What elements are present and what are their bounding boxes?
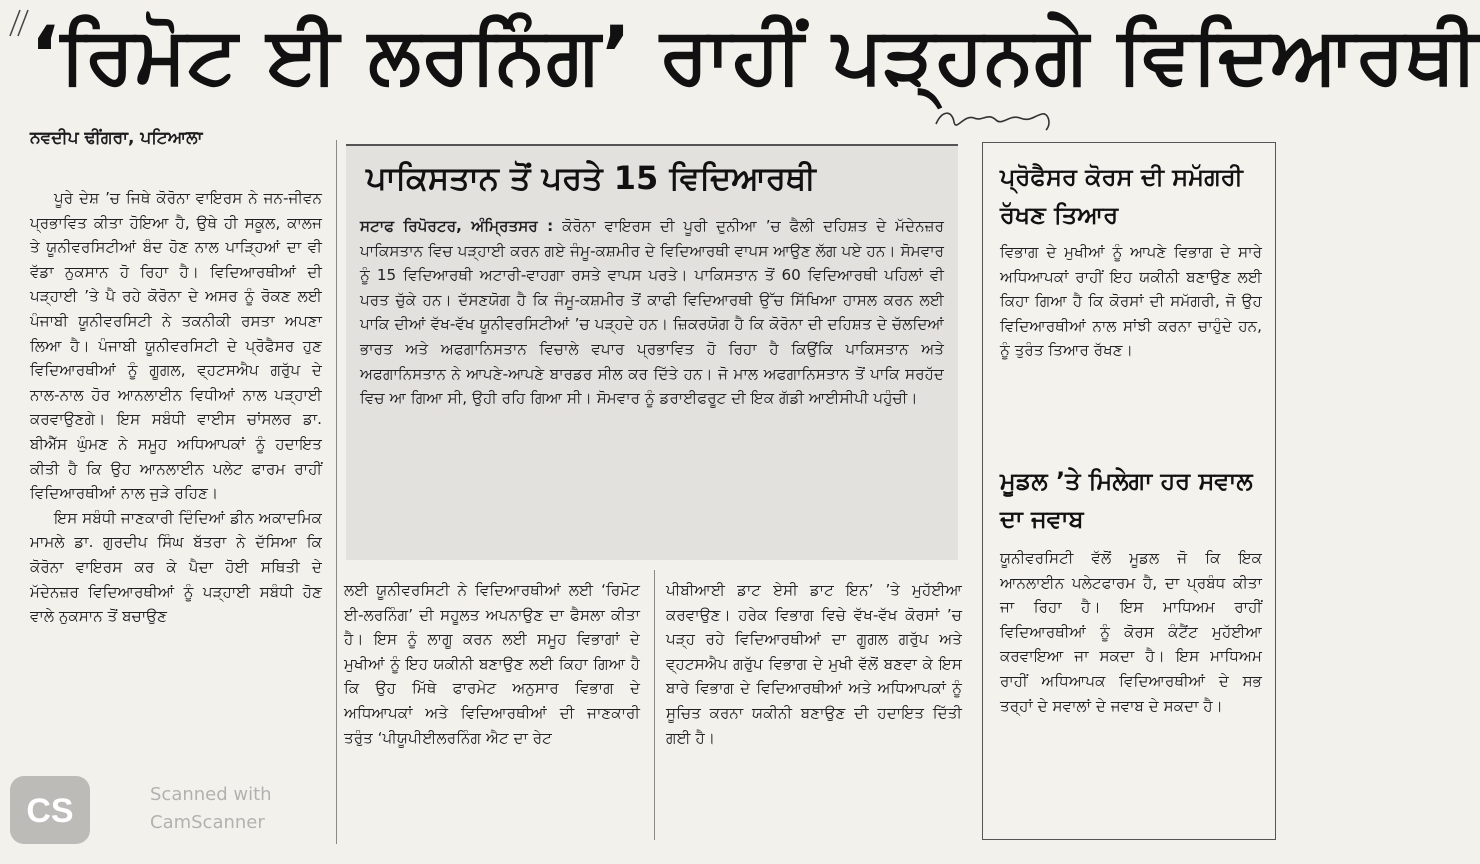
column-divider	[654, 570, 655, 840]
box-story-title: ਪਾਕਿਸਤਾਨ ਤੋਂ ਪਰਤੇ 15 ਵਿਦਿਆਰਥੀ	[366, 159, 816, 197]
svg-text:CS: CS	[26, 792, 74, 830]
sidebar-body-2	[1000, 546, 1262, 816]
sidebar-body-1	[1000, 240, 1262, 440]
sidebar-heading-1: ਪ੍ਰੋਫੈਸਰ ਕੋਰਸ ਦੀ ਸਮੱਗਰੀ ਰੱਖਣ ਤਿਆਰ	[1000, 163, 1243, 229]
main-story-column-2	[344, 578, 640, 840]
byline: ਨਵਦੀਪ ਢੀਂਗਰਾ, ਪਟਿਆਲਾ	[30, 128, 203, 148]
main-story-col3-text: ਪੀਬੀਆਈ ਡਾਟ ਏਸੀ ਡਾਟ ਇਨ’ ’ਤੇ ਮੁਹੱਈਆ ਕਰਵਾਉਣ। ਹਰੇਕ ਵਿਭਾਗ ਵਿਚੇ ਵੱਖ-ਵੱਖ ਕੋਰਸਾਂ ’ਚ ਪੜ੍ਹ ਰਹੇ ਵਿਦਿਆਰਥੀਆਂ ਦਾ ਗੂਗਲ ਗਰੁੱਪ ਅਤੇ ਵ੍ਹਟਸਐਪ ਗਰੁੱਪ ਵਿਭਾਗ ਦੇ ਮੁਖੀ ਵੱਲੋਂ ਬਣਵਾ ਕੇ ਇਸ ਬਾਰੇ ਵਿਭਾਗ ਦੇ ਵਿਦਿਆਰਥੀਆਂ ਅਤੇ ਅਧਿਆਪਕਾਂ ਨੂੰ ਸੂਚਿਤ ਕਰਨਾ ਯਕੀਨੀ ਬਣਾਉਣ ਦੀ ਹਦਾਇਤ ਦਿੱਤੀ ਗਈ ਹੈ।	[666, 581, 962, 747]
sidebar-body-1-text: ਵਿਭਾਗ ਦੇ ਮੁਖੀਆਂ ਨੂੰ ਆਪਣੇ ਵਿਭਾਗ ਦੇ ਸਾਰੇ ਅਧਿਆਪਕਾਂ ਰਾਹੀਂ ਇਹ ਯਕੀਨੀ ਬਣਾਉਣ ਲਈ ਕਿਹਾ ਗਿਆ ਹੈ ਕਿ ਕੋਰਸਾਂ ਦੀ ਸਮੱਗਰੀ, ਜੋ ਉਹ ਵਿਦਿਆਰਥੀਆਂ ਨਾਲ ਸਾਂਝੀ ਕਰਨਾ ਚਾਹੁੰਦੇ ਹਨ, ਨੂੰ ਤੁਰੰਤ ਤਿਆਰ ਰੱਖਣ।	[1000, 243, 1262, 360]
sidebar-body-2-text: ਯੂਨੀਵਰਸਿਟੀ ਵੱਲੋਂ ਮੂਡਲ ਜੋ ਕਿ ਇਕ ਆਨਲਾਈਨ ਪਲੇਟਫਾਰਮ ਹੈ, ਦਾ ਪ੍ਰਬੰਧ ਕੀਤਾ ਜਾ ਰਿਹਾ ਹੈ। ਇਸ ਮਾਧਿਅਮ ਰਾਹੀਂ ਵਿਦਿਆਰਥੀਆਂ ਨੂੰ ਕੋਰਸ ਕੰਟੈਂਟ ਮੁਹੱਈਆ ਕਰਵਾਇਆ ਜਾ ਸਕਦਾ ਹੈ। ਇਸ ਮਾਧਿਅਮ ਰਾਹੀਂ ਅਧਿਆਪਕ ਵਿਦਿਆਰਥੀਆਂ ਦੇ ਸਭ ਤਰ੍ਹਾਂ ਦੇ ਸਵਾਲਾਂ ਦੇ ਜਵਾਬ ਦੇ ਸਕਦਾ ਹੈ।	[1000, 549, 1262, 715]
box-story-dateline: ਸਟਾਫ ਰਿਪੋਰਟਰ, ਅੰਮ੍ਰਿਤਸਰ :	[360, 217, 554, 235]
main-story-paragraph-2: ਇਸ ਸਬੰਧੀ ਜਾਣਕਾਰੀ ਦਿੰਦਿਆਂ ਡੀਨ ਅਕਾਦਮਿਕ ਮਾਮਲੇ ਡਾ. ਗੁਰਦੀਪ ਸਿੰਘ ਬੱਤਰਾ ਨੇ ਦੱਸਿਆ ਕਿ ਕੋਰੋਨਾ ਵਾਇਰਸ ਕਰ ਕੇ ਪੈਦਾ ਹੋਈ ਸਥਿਤੀ ਦੇ ਮੱਦੇਨਜ਼ਰ ਵਿਦਿਆਰਥੀਆਂ ਨੂੰ ਪੜ੍ਹਾਈ ਸਬੰਧੀ ਹੋਣ ਵਾਲੇ ਨੁਕਸਾਨ ਤੋਂ ਬਚਾਉਣ	[30, 508, 322, 626]
headline: ‘ਰਿਮੋਟ ਈ ਲਰਨਿੰਗ’ ਰਾਹੀਂ ਪੜ੍ਹਨਗੇ ਵਿਦਿਆਰਥੀ	[30, 11, 1480, 101]
camscanner-logo	[6, 770, 336, 850]
main-story-paragraph-1: ਪੂਰੇ ਦੇਸ਼ ’ਚ ਜਿਥੇ ਕੋਰੋਨਾ ਵਾਇਰਸ ਨੇ ਜਨ-ਜੀਵਨ ਪ੍ਰਭਾਵਿਤ ਕੀਤਾ ਹੋਇਆ ਹੈ, ਉਥੇ ਹੀ ਸਕੂਲ, ਕਾਲਜ ਤੇ ਯੂਨੀਵਰਸਿਟੀਆਂ ਬੰਦ ਹੋਣ ਨਾਲ ਪਾੜ੍ਹਿਆਂ ਦਾ ਵੀ ਵੱਡਾ ਨੁਕਸਾਨ ਹੋ ਰਿਹਾ ਹੈ। ਵਿਦਿਆਰਥੀਆਂ ਦੀ ਪੜ੍ਹਾਈ ’ਤੇ ਪੈ ਰਹੇ ਕੋਰੋਨਾ ਦੇ ਅਸਰ ਨੂੰ ਰੋਕਣ ਲਈ ਪੰਜਾਬੀ ਯੂਨੀਵਰਸਿਟੀ ਨੇ ਤਕਨੀਕੀ ਰਸਤਾ ਅਪਣਾ ਲਿਆ ਹੈ। ਪੰਜਾਬੀ ਯੂਨੀਵਰਸਿਟੀ ਦੇ ਪ੍ਰੋਫੈਸਰ ਹੁਣ ਵਿਦਿਆਰਥੀਆਂ ਨੂੰ ਗੂਗਲ, ਵ੍ਹਟਸਐਪ ਗਰੁੱਪ ਦੇ ਨਾਲ-ਨਾਲ ਹੋਰ ਆਨਲਾਈਨ ਵਿਧੀਆਂ ਨਾਲ ਪੜ੍ਹਾਈ ਕਰਵਾਉਣਗੇ। ਇਸ ਸਬੰਧੀ ਵਾਈਸ ਚਾਂਸਲਰ ਡਾ. ਬੀਐੱਸ ਘੁੰਮਣ ਨੇ ਸਮੂਹ ਅਧਿਆਪਕਾਂ ਨੂੰ ਹਦਾਇਤ ਕੀਤੀ ਹੈ ਕਿ ਉਹ ਆਨਲਾਈਨ ਪਲੇਟ ਫਾਰਮ ਰਾਹੀਂ ਵਿਦਿਆਰਥੀਆਂ ਨਾਲ ਜੁੜੇ ਰਹਿਣ।	[30, 189, 322, 503]
handwritten-scribble	[930, 104, 1060, 140]
main-story-col2-text: ਲਈ ਯੂਨੀਵਰਸਿਟੀ ਨੇ ਵਿਦਿਆਰਥੀਆਂ ਲਈ ‘ਰਿਮੋਟ ਈ-ਲਰਨਿੰਗ’ ਦੀ ਸਹੂਲਤ ਅਪਨਾਉਣ ਦਾ ਫੈਸਲਾ ਕੀਤਾ ਹੈ। ਇਸ ਨੂੰ ਲਾਗੂ ਕਰਨ ਲਈ ਸਮੂਹ ਵਿਭਾਗਾਂ ਦੇ ਮੁਖੀਆਂ ਨੂੰ ਇਹ ਯਕੀਨੀ ਬਣਾਉਣ ਲਈ ਕਿਹਾ ਗਿਆ ਹੈ ਕਿ ਉਹ ਮਿੱਥੇ ਫਾਰਮੇਟ ਅਨੁਸਾਰ ਵਿਭਾਗ ਦੇ ਅਧਿਆਪਕਾਂ ਅਤੇ ਵਿਦਿਆਰਥੀਆਂ ਦੀ ਜਾਣਕਾਰੀ ਤਰੁੰਤ ‘ਪੀਯੂਪੀਈਲਰਨਿੰਗ ਐਟ ਦਾ ਰੇਟ	[344, 581, 640, 747]
box-story-body	[360, 214, 944, 544]
main-story-column-1	[30, 186, 322, 846]
sidebar-heading-2: ਮੂਡਲ ’ਤੇ ਮਿਲੇਗਾ ਹਰ ਸਵਾਲ ਦਾ ਜਵਾਬ	[1000, 467, 1253, 533]
main-story-column-3	[666, 578, 962, 840]
watermark-line-2: CamScanner	[150, 812, 265, 833]
box-story-text: ਕੋਰੋਨਾ ਵਾਇਰਸ ਦੀ ਪੂਰੀ ਦੁਨੀਆ ’ਚ ਫੈਲੀ ਦਹਿਸ਼ਤ ਦੇ ਮੱਦੇਨਜ਼ਰ ਪਾਕਿਸਤਾਨ ਵਿਚ ਪੜ੍ਹਾਈ ਕਰਨ ਗਏ ਜੰਮੂ-ਕਸ਼ਮੀਰ ਦੇ ਵਿਦਿਆਰਥੀ ਵਾਪਸ ਆਉਣ ਲੱਗ ਪਏ ਹਨ। ਸੋਮਵਾਰ ਨੂੰ 15 ਵਿਦਿਆਰਥੀ ਅਟਾਰੀ-ਵਾਹਗਾ ਰਸਤੇ ਵਾਪਸ ਪਰਤੇ। ਪਾਕਿਸਤਾਨ ਤੋਂ 60 ਵਿਦਿਆਰਥੀ ਪਹਿਲਾਂ ਵੀ ਪਰਤ ਚੁੱਕੇ ਹਨ। ਦੱਸਣਯੋਗ ਹੈ ਕਿ ਜੰਮੂ-ਕਸ਼ਮੀਰ ਤੋਂ ਕਾਫੀ ਵਿਦਿਆਰਥੀ ਉੱਚ ਸਿੱਖਿਆ ਹਾਸਲ ਕਰਨ ਲਈ ਪਾਕਿ ਦੀਆਂ ਵੱਖ-ਵੱਖ ਯੂਨੀਵਰਸਿਟੀਆਂ ’ਚ ਪੜ੍ਹਦੇ ਹਨ। ਜ਼ਿਕਰਯੋਗ ਹੈ ਕਿ ਕੋਰੋਨਾ ਦੀ ਦਹਿਸ਼ਤ ਦੇ ਚੱਲਦਿਆਂ ਭਾਰਤ ਅਤੇ ਅਫਗਾਨਿਸਤਾਨ ਵਿਚਾਲੇ ਵਪਾਰ ਪ੍ਰਭਾਵਿਤ ਹੋ ਰਿਹਾ ਹੈ ਕਿਉਂਕਿ ਪਾਕਿਸਤਾਨ ਅਤੇ ਅਫਗਾਨਿਸਤਾਨ ਨੇ ਆਪਣੇ-ਆਪਣੇ ਬਾਰਡਰ ਸੀਲ ਕਰ ਦਿੱਤੇ ਹਨ। ਜੋ ਮਾਲ ਅਫਗਾਨਿਸਤਾਨ ਤੋਂ ਪਾਕਿ ਸਰਹੱਦ ਵਿਚ ਆ ਗਿਆ ਸੀ, ਉਹੀ ਰਹਿ ਗਿਆ ਸੀ। ਸੋਮਵਾਰ ਨੂੰ ਡਰਾਈਫਰੂਟ ਦੀ ਇਕ ਗੱਡੀ ਆਈਸੀਪੀ ਪਹੁੰਚੀ।	[360, 217, 945, 408]
column-divider	[336, 140, 337, 844]
watermark-line-1: Scanned with	[150, 784, 272, 805]
